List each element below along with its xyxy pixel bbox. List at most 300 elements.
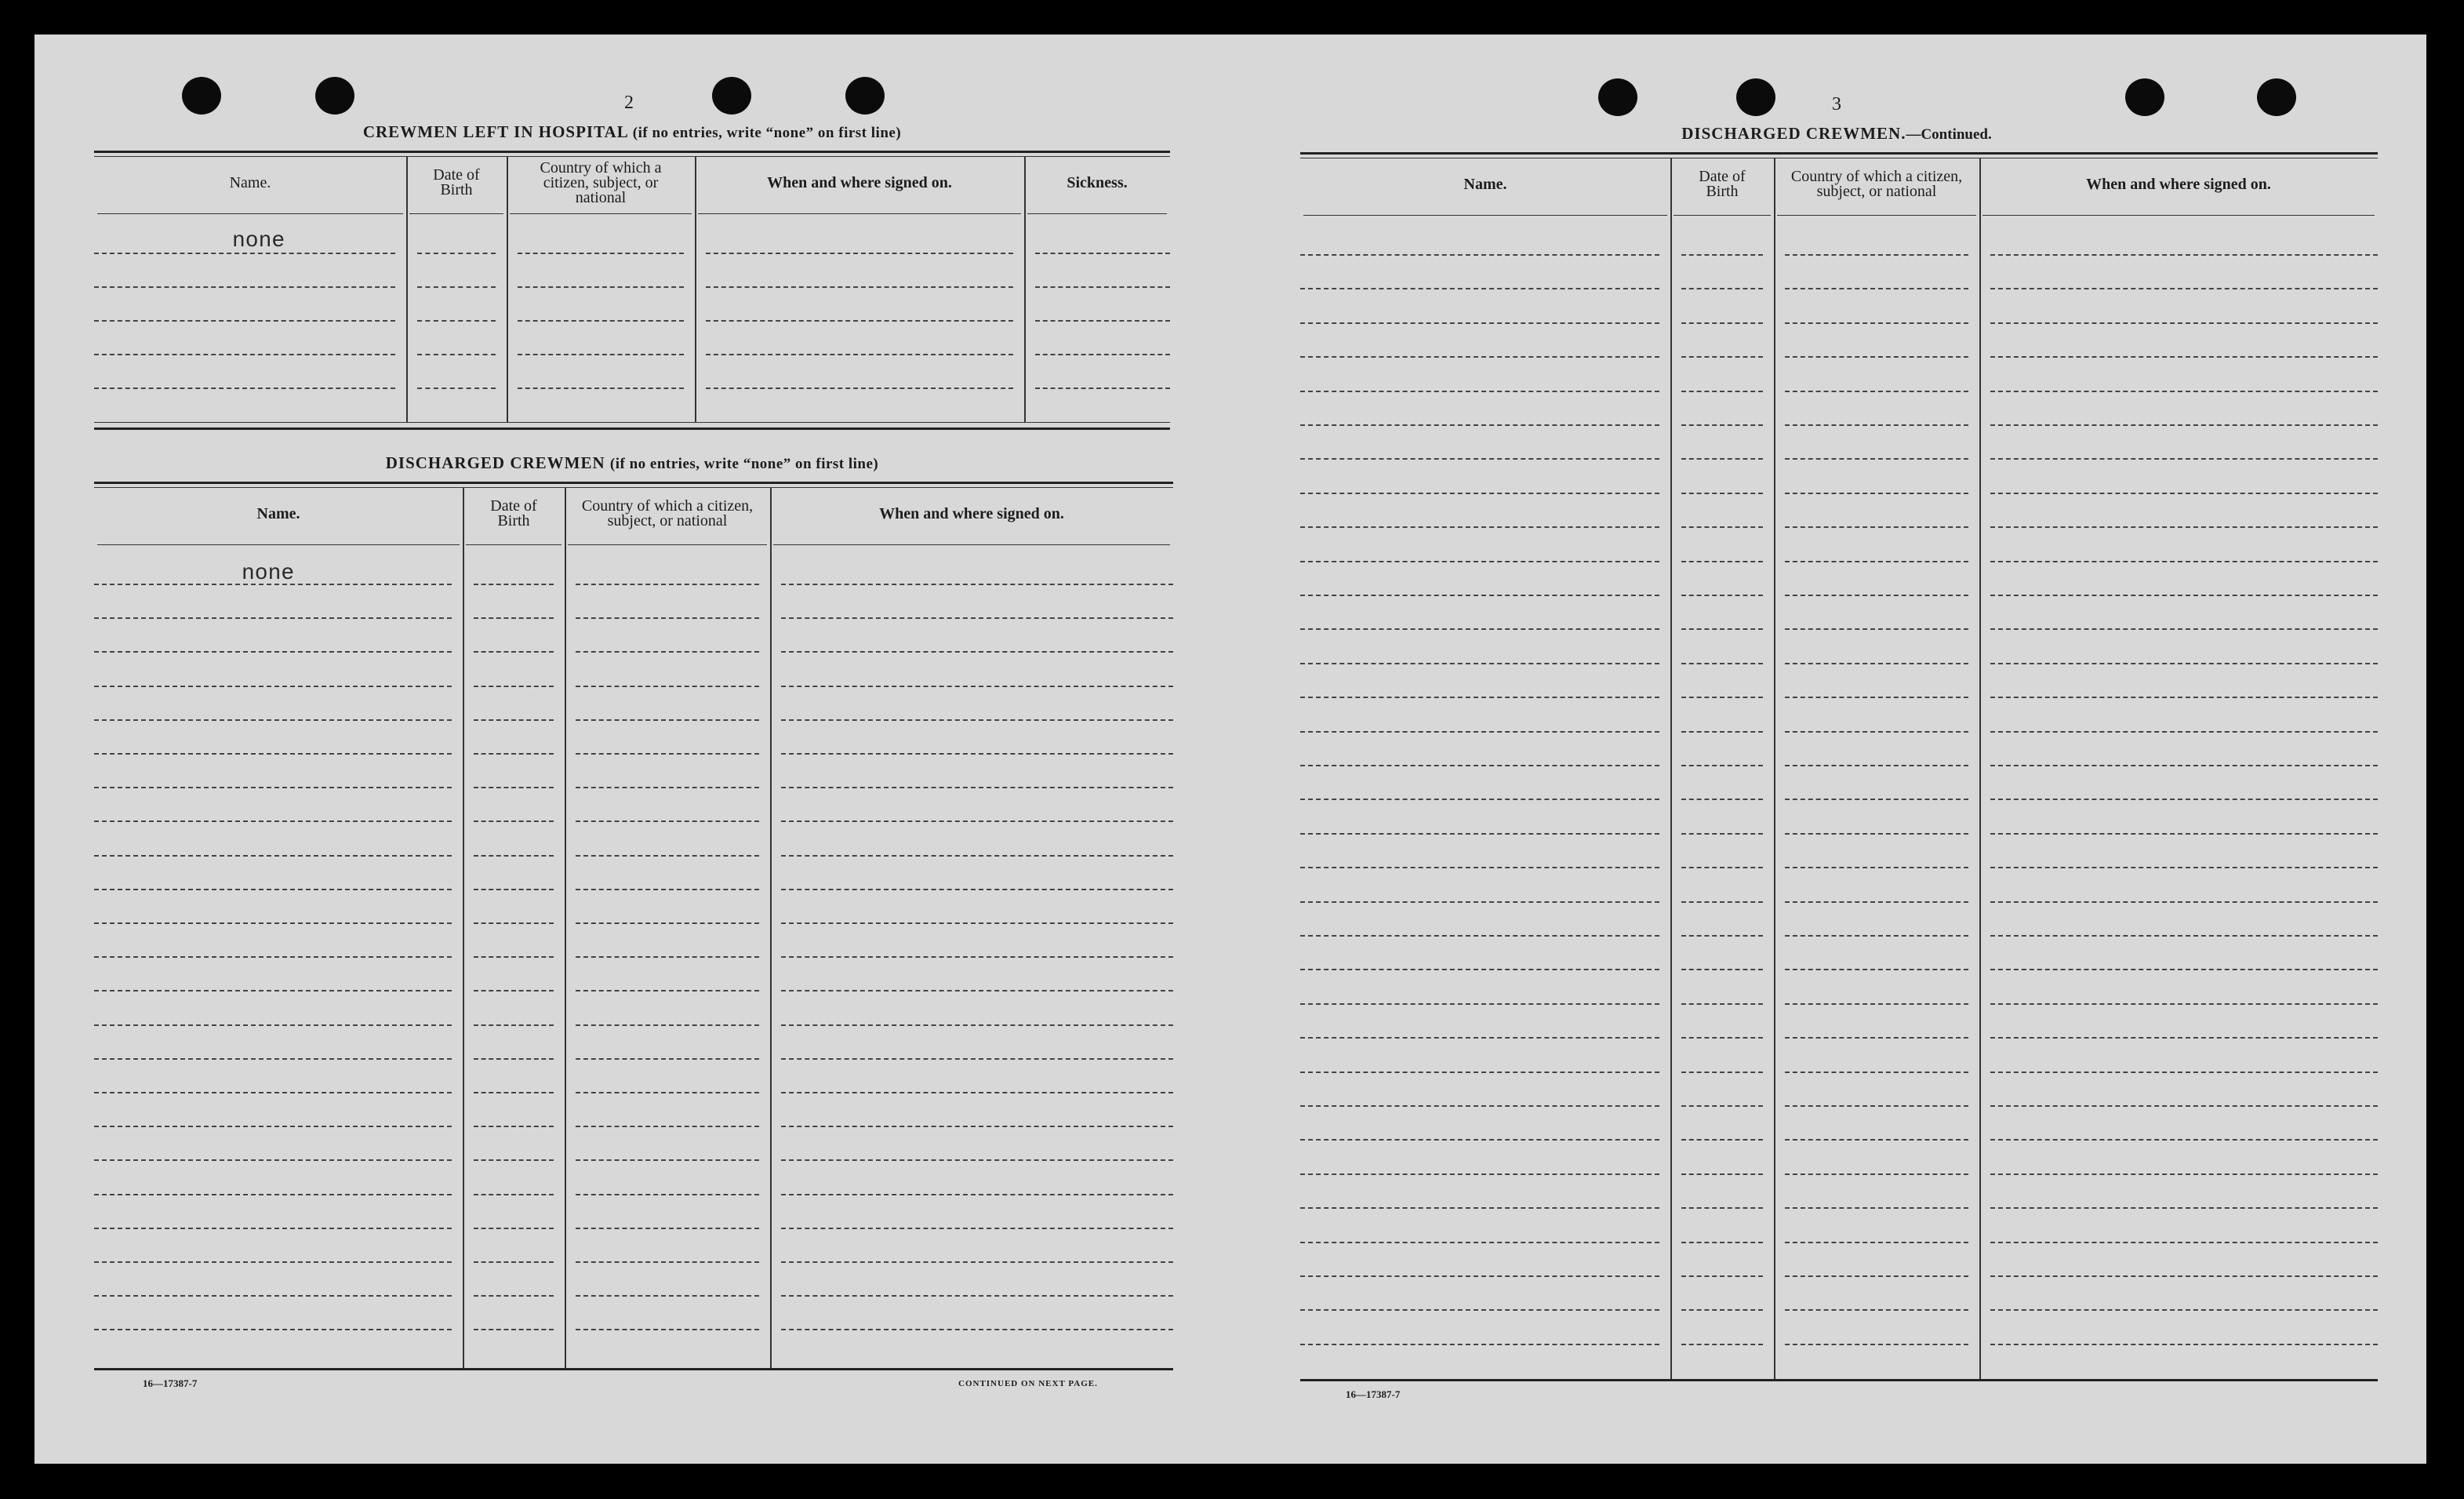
entry-line <box>706 320 1013 322</box>
column-divider <box>406 157 408 422</box>
entry-line <box>1300 628 1659 630</box>
entry-line <box>1990 969 2378 970</box>
entry-line <box>94 651 452 653</box>
entry-line <box>576 1126 759 1127</box>
entry-line <box>1681 526 1763 528</box>
entry-line <box>1785 1242 1968 1243</box>
entry-line <box>1785 1105 1968 1107</box>
entry-line <box>474 990 554 991</box>
entry-line <box>781 651 1173 653</box>
entry-line <box>94 1329 452 1330</box>
entry-line <box>1035 320 1170 322</box>
punch-hole <box>1736 78 1775 116</box>
entry-line <box>1300 867 1659 868</box>
entry-line <box>576 651 759 653</box>
header-rule <box>1674 215 1771 216</box>
column-header-country-text: Country of which a citizen, subject, or national <box>581 497 754 529</box>
entry-line <box>1300 1105 1659 1107</box>
entry-line <box>781 753 1173 755</box>
entry-line <box>94 584 452 585</box>
hospital-table <box>94 151 1170 430</box>
form-number: 16—17387-7 <box>143 1377 198 1389</box>
entry-line <box>94 753 452 755</box>
entry-line <box>1990 391 2378 392</box>
entry-line <box>1990 799 2378 800</box>
entry-line <box>1300 969 1659 970</box>
header-rule <box>1777 215 1976 216</box>
entry-line <box>1785 969 1968 970</box>
entry-line <box>1300 1309 1659 1311</box>
entry-line <box>1681 833 1763 835</box>
column-header-country <box>507 158 695 207</box>
entry-line <box>576 855 759 857</box>
entry-line <box>94 1228 452 1229</box>
entry-line <box>1990 595 2378 596</box>
entry-line <box>474 719 554 721</box>
entry-line <box>94 387 395 389</box>
entry-line <box>781 617 1173 619</box>
column-header-signed-on: When and where signed on. <box>879 504 1064 522</box>
entry-line <box>781 1092 1173 1093</box>
entry-line <box>1681 1207 1763 1209</box>
entry-line <box>1681 628 1763 630</box>
entry-line <box>1785 322 1968 324</box>
hospital-first-entry: none <box>232 229 285 253</box>
discharged-note: (if no entries, write “none” on first line) <box>609 456 879 472</box>
entry-line <box>576 719 759 721</box>
entry-line <box>1300 322 1659 324</box>
entry-line <box>417 354 496 355</box>
entry-line <box>518 387 684 389</box>
entry-line <box>518 354 684 355</box>
discharged-table <box>94 482 1173 1374</box>
entry-line <box>781 1194 1173 1195</box>
entry-line <box>1681 458 1763 460</box>
entry-line <box>1990 1139 2378 1141</box>
entry-line <box>1300 1139 1659 1141</box>
header-rule <box>97 213 403 214</box>
entry-line <box>1990 628 2378 630</box>
entry-line <box>781 1024 1173 1026</box>
entry-line <box>1681 1344 1763 1345</box>
entry-line <box>94 1126 452 1127</box>
entry-line <box>1300 663 1659 664</box>
entry-line <box>1990 526 2378 528</box>
entry-line <box>94 1261 452 1263</box>
punch-hole <box>2125 78 2164 116</box>
entry-line <box>94 1058 452 1060</box>
entry-line <box>1681 1173 1763 1175</box>
entry-line <box>474 1126 554 1127</box>
entry-line <box>1300 561 1659 562</box>
entry-line <box>1990 731 2378 733</box>
entry-line <box>576 1261 759 1263</box>
column-divider <box>1774 158 1775 1379</box>
entry-line <box>1990 458 2378 460</box>
entry-line <box>1681 391 1763 392</box>
entry-line <box>417 253 496 254</box>
entry-line <box>1300 391 1659 392</box>
entry-line <box>1681 969 1763 970</box>
column-header-date-of-birth <box>406 158 507 207</box>
entry-line <box>576 617 759 619</box>
entry-line <box>1990 1242 2378 1243</box>
entry-line <box>1300 697 1659 698</box>
entry-line <box>1990 254 2378 256</box>
entry-line <box>474 956 554 958</box>
entry-line <box>1681 1003 1763 1005</box>
page-number: 2 <box>624 93 634 113</box>
entry-line <box>474 922 554 924</box>
continued-note: CONTINUED ON NEXT PAGE. <box>958 1379 1098 1388</box>
entry-line <box>1300 1275 1659 1277</box>
entry-line <box>1785 1003 1968 1005</box>
entry-line <box>94 286 395 288</box>
entry-line <box>1785 731 1968 733</box>
header-rule <box>466 544 561 545</box>
entry-line <box>1035 354 1170 355</box>
entry-line <box>781 922 1173 924</box>
entry-line <box>576 1228 759 1229</box>
entry-line <box>1785 901 1968 903</box>
discharged-title: DISCHARGED CREWMEN <box>385 453 605 472</box>
entry-line <box>1785 391 1968 392</box>
column-header-name: Name. <box>229 173 271 191</box>
entry-line <box>1681 663 1763 664</box>
entry-line <box>1785 1071 1968 1073</box>
header-rule <box>568 544 767 545</box>
entry-line <box>1300 1071 1659 1073</box>
entry-line <box>1681 867 1763 868</box>
entry-line <box>474 1295 554 1297</box>
entry-line <box>1300 254 1659 256</box>
discharged-continued-heading <box>1681 124 1991 144</box>
entry-line <box>1300 1344 1659 1345</box>
entry-line <box>94 855 452 857</box>
entry-line <box>576 956 759 958</box>
discharged-section-heading <box>386 453 879 473</box>
entry-line <box>94 320 395 322</box>
entry-line <box>781 584 1173 585</box>
entry-line <box>576 753 759 755</box>
entry-line <box>94 922 452 924</box>
entry-line <box>1990 663 2378 664</box>
entry-line <box>518 320 684 322</box>
entry-line <box>94 820 452 822</box>
entry-line <box>1300 424 1659 426</box>
header-rule <box>698 213 1021 214</box>
column-header-country-text: Country of which a citizen, subject, or national <box>1790 168 1963 200</box>
column-header-country <box>565 489 770 538</box>
entry-line <box>1785 356 1968 358</box>
entry-line <box>576 1329 759 1330</box>
entry-line <box>1990 1207 2378 1209</box>
punch-hole <box>845 77 885 115</box>
entry-line <box>474 1092 554 1093</box>
entry-line <box>1681 561 1763 562</box>
entry-line <box>1681 288 1763 289</box>
entry-line <box>1681 935 1763 937</box>
entry-line <box>781 820 1173 822</box>
column-divider <box>1670 158 1672 1379</box>
entry-line <box>518 286 684 288</box>
entry-line <box>1681 799 1763 800</box>
entry-line <box>1785 1309 1968 1311</box>
discharged-continued-suffix: —Continued. <box>1906 126 1992 143</box>
entry-line <box>1300 526 1659 528</box>
entry-line <box>474 753 554 755</box>
entry-line <box>576 1194 759 1195</box>
entry-line <box>1785 628 1968 630</box>
entry-line <box>576 686 759 687</box>
entry-line <box>781 787 1173 788</box>
column-divider <box>1979 158 1981 1379</box>
entry-line <box>1990 1173 2378 1175</box>
entry-line <box>474 1194 554 1195</box>
header-rule <box>1303 215 1667 216</box>
entry-line <box>1785 254 1968 256</box>
entry-line <box>474 820 554 822</box>
entry-line <box>576 787 759 788</box>
discharged-continued-table <box>1300 152 2378 1385</box>
entry-line <box>94 1194 452 1195</box>
entry-line <box>781 990 1173 991</box>
entry-line <box>1681 901 1763 903</box>
column-divider <box>695 157 696 422</box>
entry-line <box>1681 1105 1763 1107</box>
entry-line <box>1681 1275 1763 1277</box>
column-header-date-of-birth-text: Date of Birth <box>1699 168 1746 200</box>
entry-line <box>94 1024 452 1026</box>
entry-line <box>1990 493 2378 494</box>
entry-line <box>94 719 452 721</box>
entry-line <box>576 584 759 585</box>
entry-line <box>781 1295 1173 1297</box>
entry-line <box>94 617 452 619</box>
header-rule <box>1982 215 2375 216</box>
entry-line <box>1300 833 1659 835</box>
entry-line <box>1300 1173 1659 1175</box>
entry-line <box>1300 1003 1659 1005</box>
entry-line <box>94 889 452 890</box>
entry-line <box>706 354 1013 355</box>
entry-line <box>576 1295 759 1297</box>
header-rule <box>97 544 460 545</box>
entry-line <box>1990 424 2378 426</box>
entry-line <box>518 253 684 254</box>
entry-line <box>1785 867 1968 868</box>
entry-line <box>1785 1344 1968 1345</box>
column-header-name: Name. <box>256 504 300 522</box>
punch-hole <box>2257 78 2296 116</box>
punch-hole <box>315 77 354 115</box>
header-rule <box>510 213 692 214</box>
entry-line <box>417 286 496 288</box>
entry-line <box>781 1261 1173 1263</box>
entry-line <box>1990 1344 2378 1345</box>
punch-hole <box>182 77 221 115</box>
entry-line <box>94 1092 452 1093</box>
entry-line <box>781 1228 1173 1229</box>
column-header-date-of-birth-text: Date of Birth <box>490 497 537 529</box>
entry-line <box>474 1024 554 1026</box>
entry-line <box>1300 1242 1659 1243</box>
entry-line <box>1681 322 1763 324</box>
column-header-date-of-birth-text: Date of Birth <box>433 166 480 198</box>
entry-line <box>1990 1037 2378 1039</box>
entry-line <box>1785 697 1968 698</box>
entry-line <box>1300 458 1659 460</box>
entry-line <box>474 1228 554 1229</box>
column-divider <box>463 488 464 1368</box>
entry-line <box>1300 901 1659 903</box>
entry-line <box>1681 731 1763 733</box>
entry-line <box>474 686 554 687</box>
entry-line <box>781 889 1173 890</box>
entry-line <box>1785 493 1968 494</box>
entry-line <box>474 1159 554 1161</box>
entry-line <box>1300 935 1659 937</box>
entry-line <box>1785 1037 1968 1039</box>
entry-line <box>474 889 554 890</box>
header-rule <box>1027 213 1167 214</box>
entry-line <box>1785 765 1968 766</box>
entry-line <box>1300 731 1659 733</box>
entry-line <box>474 1058 554 1060</box>
column-divider <box>770 488 772 1368</box>
entry-line <box>781 855 1173 857</box>
entry-line <box>1785 595 1968 596</box>
hospital-note: (if no entries, write “none” on first line) <box>632 125 902 141</box>
entry-line <box>1990 935 2378 937</box>
entry-line <box>1990 697 2378 698</box>
hospital-title: CREWMEN LEFT IN HOSPITAL <box>362 122 628 141</box>
entry-line <box>94 354 395 355</box>
entry-line <box>1300 595 1659 596</box>
entry-line <box>1785 1173 1968 1175</box>
entry-line <box>1785 424 1968 426</box>
entry-line <box>1681 424 1763 426</box>
page-number: 3 <box>1832 94 1841 115</box>
entry-line <box>576 820 759 822</box>
entry-line <box>1990 356 2378 358</box>
entry-line <box>1990 1275 2378 1277</box>
entry-line <box>1785 1139 1968 1141</box>
entry-line <box>1990 1003 2378 1005</box>
entry-line <box>576 922 759 924</box>
entry-line <box>576 1058 759 1060</box>
entry-line <box>1035 387 1170 389</box>
column-header-sickness: Sickness. <box>1067 173 1128 191</box>
entry-line <box>781 719 1173 721</box>
discharged-first-entry: none <box>242 562 295 586</box>
entry-line <box>1990 322 2378 324</box>
column-header-signed-on: When and where signed on. <box>2086 175 2271 193</box>
punch-hole <box>712 77 751 115</box>
entry-line <box>1990 1105 2378 1107</box>
entry-line <box>94 1295 452 1297</box>
form-number: 16—17387-7 <box>1346 1388 1401 1400</box>
entry-line <box>781 1329 1173 1330</box>
entry-line <box>1990 901 2378 903</box>
column-header-signed-on: When and where signed on. <box>767 173 952 191</box>
entry-line <box>576 1092 759 1093</box>
entry-line <box>781 686 1173 687</box>
entry-line <box>1300 356 1659 358</box>
entry-line <box>1035 253 1170 254</box>
entry-line <box>1681 1139 1763 1141</box>
entry-line <box>1785 1275 1968 1277</box>
entry-line <box>781 956 1173 958</box>
entry-line <box>474 584 554 585</box>
entry-line <box>1990 1309 2378 1311</box>
entry-line <box>1681 595 1763 596</box>
entry-line <box>1785 1207 1968 1209</box>
entry-line <box>1990 288 2378 289</box>
entry-line <box>1035 286 1170 288</box>
header-rule <box>409 213 503 214</box>
entry-line <box>1990 1071 2378 1073</box>
discharged-continued-title: DISCHARGED CREWMEN. <box>1681 124 1906 143</box>
entry-line <box>1785 833 1968 835</box>
entry-line <box>1681 356 1763 358</box>
column-header-country-text: Country of which a citizen, subject, or national <box>540 158 662 206</box>
entry-line <box>1785 288 1968 289</box>
entry-line <box>706 253 1013 254</box>
entry-line <box>1681 1071 1763 1073</box>
entry-line <box>474 1261 554 1263</box>
column-header-name: Name. <box>1463 175 1507 193</box>
column-header-date-of-birth <box>463 489 565 538</box>
entry-line <box>1681 254 1763 256</box>
entry-line <box>1681 1242 1763 1243</box>
entry-line <box>706 387 1013 389</box>
entry-line <box>94 686 452 687</box>
header-rule <box>773 544 1170 545</box>
entry-line <box>1681 697 1763 698</box>
entry-line <box>1681 765 1763 766</box>
entry-line <box>1990 765 2378 766</box>
column-divider <box>1024 157 1026 422</box>
column-divider <box>507 157 508 422</box>
entry-line <box>474 651 554 653</box>
entry-line <box>1785 526 1968 528</box>
punch-hole <box>1598 78 1637 116</box>
entry-line <box>1300 493 1659 494</box>
entry-line <box>1785 458 1968 460</box>
entry-line <box>474 617 554 619</box>
entry-line <box>94 253 395 254</box>
entry-line <box>1300 1207 1659 1209</box>
entry-line <box>94 1159 452 1161</box>
entry-line <box>1990 867 2378 868</box>
entry-line <box>94 787 452 788</box>
entry-line <box>417 320 496 322</box>
entry-line <box>1990 561 2378 562</box>
entry-line <box>474 855 554 857</box>
hospital-section-heading <box>363 122 901 142</box>
entry-line <box>1300 765 1659 766</box>
column-header-date-of-birth <box>1670 160 1774 209</box>
entry-line <box>1681 1037 1763 1039</box>
entry-line <box>576 1024 759 1026</box>
entry-line <box>474 1329 554 1330</box>
entry-line <box>576 889 759 890</box>
column-header-country <box>1774 160 1979 209</box>
entry-line <box>576 990 759 991</box>
entry-line <box>1681 493 1763 494</box>
entry-line <box>781 1126 1173 1127</box>
